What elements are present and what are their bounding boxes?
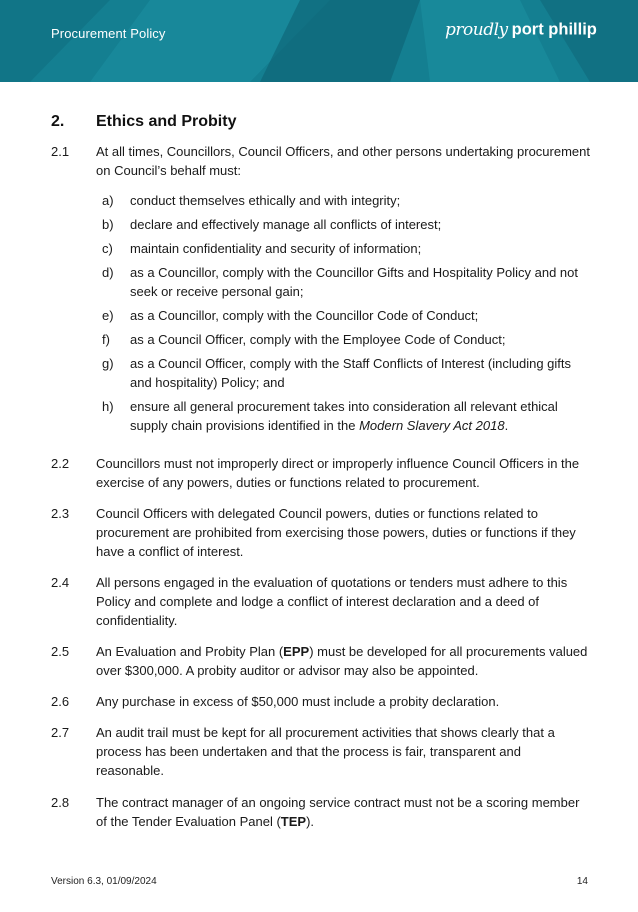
clause-2-6 xyxy=(51,692,591,711)
item-text: as a Councillor, comply with the Councillor Gifts and Hospitality Policy and not seek or receive personal gain; xyxy=(130,265,578,299)
clause-2-7 xyxy=(51,723,591,780)
clause-text-part: The contract manager of an ongoing service contract must not be a scoring member of the Tender Evaluation Panel ( xyxy=(96,795,580,829)
clause-number: 2.7 xyxy=(51,725,70,740)
logo-main-text: port phillip xyxy=(511,20,597,39)
list-item xyxy=(51,215,591,234)
item-text: as a Council Officer, comply with the Employee Code of Conduct; xyxy=(130,332,506,347)
version-footer: Version 6.3, 01/09/2024 xyxy=(51,876,157,887)
clause-text: Council Officers with delegated Council powers, duties or functions related to procurement are prohibited from exercising those powers, duties or functions if they have a conflict of interest. xyxy=(96,506,576,559)
clause-number: 2.2 xyxy=(51,456,70,471)
section-number: 2. xyxy=(51,113,65,130)
clause-number: 2.4 xyxy=(51,575,70,590)
clause-text xyxy=(96,642,591,680)
clause-text: An audit trail must be kept for all procurement activities that shows clearly that a process has been undertaken and that the process is fair, transparent and reasonable. xyxy=(96,725,555,778)
section-title: Ethics and Probity xyxy=(96,113,237,130)
clause-number: 2.1 xyxy=(51,144,70,159)
item-label: g) xyxy=(102,356,114,371)
item-text: conduct themselves ethically and with integrity; xyxy=(130,193,401,208)
epp-abbreviation: EPP xyxy=(283,644,310,659)
clause-text-part: ) must be developed for all procurements valued over $300,000. A probity auditor or advisor may also be appointed. xyxy=(96,644,588,678)
clause-number: 2.5 xyxy=(51,644,70,659)
act-name: Modern Slavery Act 2018 xyxy=(359,418,505,433)
clause-text: All persons engaged in the evaluation of quotations or tenders must adhere to this Policy and complete and lodge a conflict of interest declaration and a deed of confidentiality. xyxy=(96,575,568,628)
item-label: f) xyxy=(102,332,110,347)
item-text: declare and effectively manage all conflicts of interest; xyxy=(130,217,442,232)
list-item xyxy=(51,191,591,210)
document-title: Procurement Policy xyxy=(51,26,166,41)
clause-number: 2.3 xyxy=(51,506,70,521)
clause-number: 2.8 xyxy=(51,795,70,810)
item-text: maintain confidentiality and security of information; xyxy=(130,241,422,256)
clause-2-2 xyxy=(51,454,591,492)
tep-abbreviation: TEP xyxy=(280,814,307,829)
item-text: as a Councillor, comply with the Councillor Code of Conduct; xyxy=(130,308,479,323)
item-label: d) xyxy=(102,265,114,280)
council-logo xyxy=(445,20,597,50)
list-item xyxy=(51,263,591,301)
clause-2-5 xyxy=(51,642,591,680)
list-item xyxy=(51,354,591,392)
clause-text-part: ). xyxy=(306,814,315,829)
clause-2-8 xyxy=(51,793,591,831)
item-text-part: . xyxy=(504,418,509,433)
clause-2-4 xyxy=(51,573,591,630)
list-item xyxy=(51,330,591,349)
item-text: as a Council Officer, comply with the Staff Conflicts of Interest (including gifts and hospitality) Policy; and xyxy=(130,356,571,390)
item-label: e) xyxy=(102,308,114,323)
list-item xyxy=(51,239,591,258)
item-text xyxy=(130,397,591,435)
item-label: b) xyxy=(102,217,114,232)
item-label: c) xyxy=(102,241,113,256)
page-number: 14 xyxy=(576,876,588,887)
clause-2-1-list xyxy=(51,191,591,440)
item-label: a) xyxy=(102,193,114,208)
clause-text-part: An Evaluation and Probity Plan ( xyxy=(96,644,284,659)
clause-text: At all times, Councillors, Council Officers, and other persons undertaking procurement on Council’s behalf must: xyxy=(96,144,590,178)
logo-script-text: proudly xyxy=(445,20,508,40)
clause-text: Councillors must not improperly direct or improperly influence Council Officers in the exercise of any powers, duties or functions related to procurement. xyxy=(96,456,580,490)
clause-2-1 xyxy=(51,142,591,180)
clause-text xyxy=(96,793,591,831)
item-text-part: ensure all general procurement takes into consideration all relevant ethical supply chain provisions identified in the xyxy=(130,399,558,433)
item-label: h) xyxy=(102,399,114,414)
list-item xyxy=(51,397,591,435)
header-banner xyxy=(0,0,638,82)
clause-text: Any purchase in excess of $50,000 must include a probity declaration. xyxy=(96,694,500,709)
clause-number: 2.6 xyxy=(51,694,70,709)
clause-2-3 xyxy=(51,504,591,561)
list-item xyxy=(51,306,591,325)
